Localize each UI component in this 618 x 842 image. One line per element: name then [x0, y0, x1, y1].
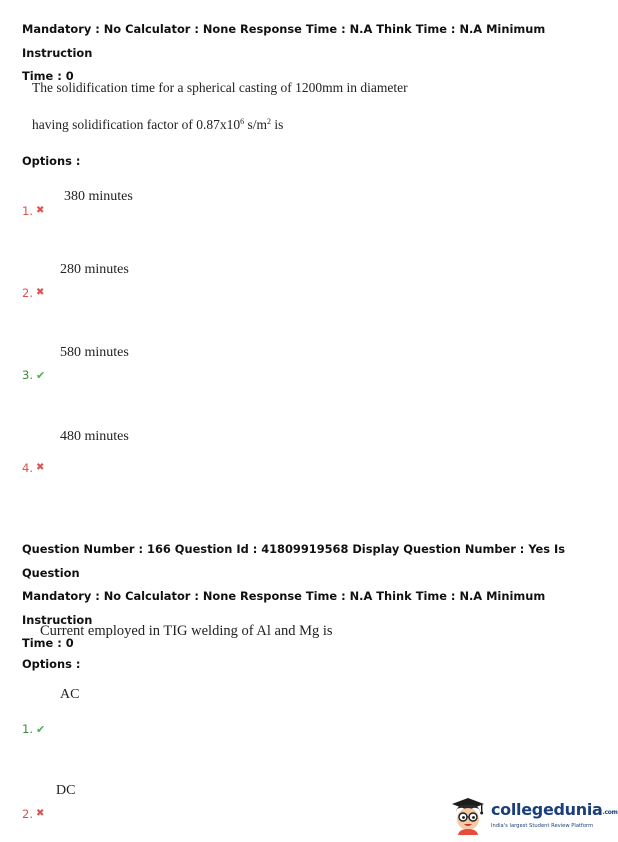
q2-option-1-text[interactable]: AC — [60, 687, 80, 702]
q1-question-text-line1: The solidification time for a spherical casting of 1200mm in diameter — [32, 80, 408, 95]
q2-meta-line3: Time : 0 — [22, 636, 74, 650]
check-icon: ✔ — [35, 368, 46, 382]
q2-option-1-number: 1. ✔ — [22, 722, 46, 736]
logo-tagline: India's largest Student Review Platform — [491, 822, 594, 829]
q2-meta-line2: Mandatory : No Calculator : None Response Time : N.A Think Time : N.A Minimum Instruction — [22, 589, 546, 627]
q1-option-3-number: 3. ✔ — [22, 368, 46, 382]
student-mascot-icon — [448, 795, 488, 835]
q2-options-label: Options : — [22, 657, 81, 671]
cross-icon: ✖ — [35, 205, 45, 216]
logo-wordmark: collegedunia.com — [491, 799, 618, 819]
q2-option-2-number: 2. ✖ — [22, 807, 45, 821]
cross-icon: ✖ — [35, 808, 45, 819]
q1-option-1-number: 1. ✖ — [22, 204, 45, 218]
q1-question-text-line2: having solidification factor of $0.87x10^6$ $s/m^2$ is — [32, 117, 284, 132]
check-icon: ✔ — [35, 722, 46, 736]
q2-question-text: Current employed in TIG welding of Al and Mg is — [40, 623, 333, 639]
q1-option-2-number: 2. ✖ — [22, 286, 45, 300]
q1-meta-line1: Mandatory : No Calculator : None Response Time : N.A Think Time : N.A Minimum Instruction — [22, 22, 546, 60]
q1-option-1-text[interactable]: 380 minutes — [64, 189, 133, 204]
q1-option-2-text[interactable]: 280 minutes — [60, 262, 129, 277]
cross-icon: ✖ — [35, 462, 45, 473]
q1-option-4-number: 4. ✖ — [22, 461, 45, 475]
cross-icon: ✖ — [35, 287, 45, 298]
q2-option-2-text[interactable]: DC — [56, 783, 76, 798]
q1-option-4-text[interactable]: 480 minutes — [60, 429, 129, 444]
q1-options-label: Options : — [22, 154, 81, 168]
q1-option-3-text[interactable]: 580 minutes — [60, 345, 129, 360]
q1-meta — [22, 18, 582, 89]
q1-meta-line2: Time : 0 — [22, 69, 74, 83]
collegedunia-logo[interactable] — [448, 795, 618, 835]
q2-meta-line1: Question Number : 166 Question Id : 41809919568 Display Question Number : Yes Is Question — [22, 542, 566, 580]
